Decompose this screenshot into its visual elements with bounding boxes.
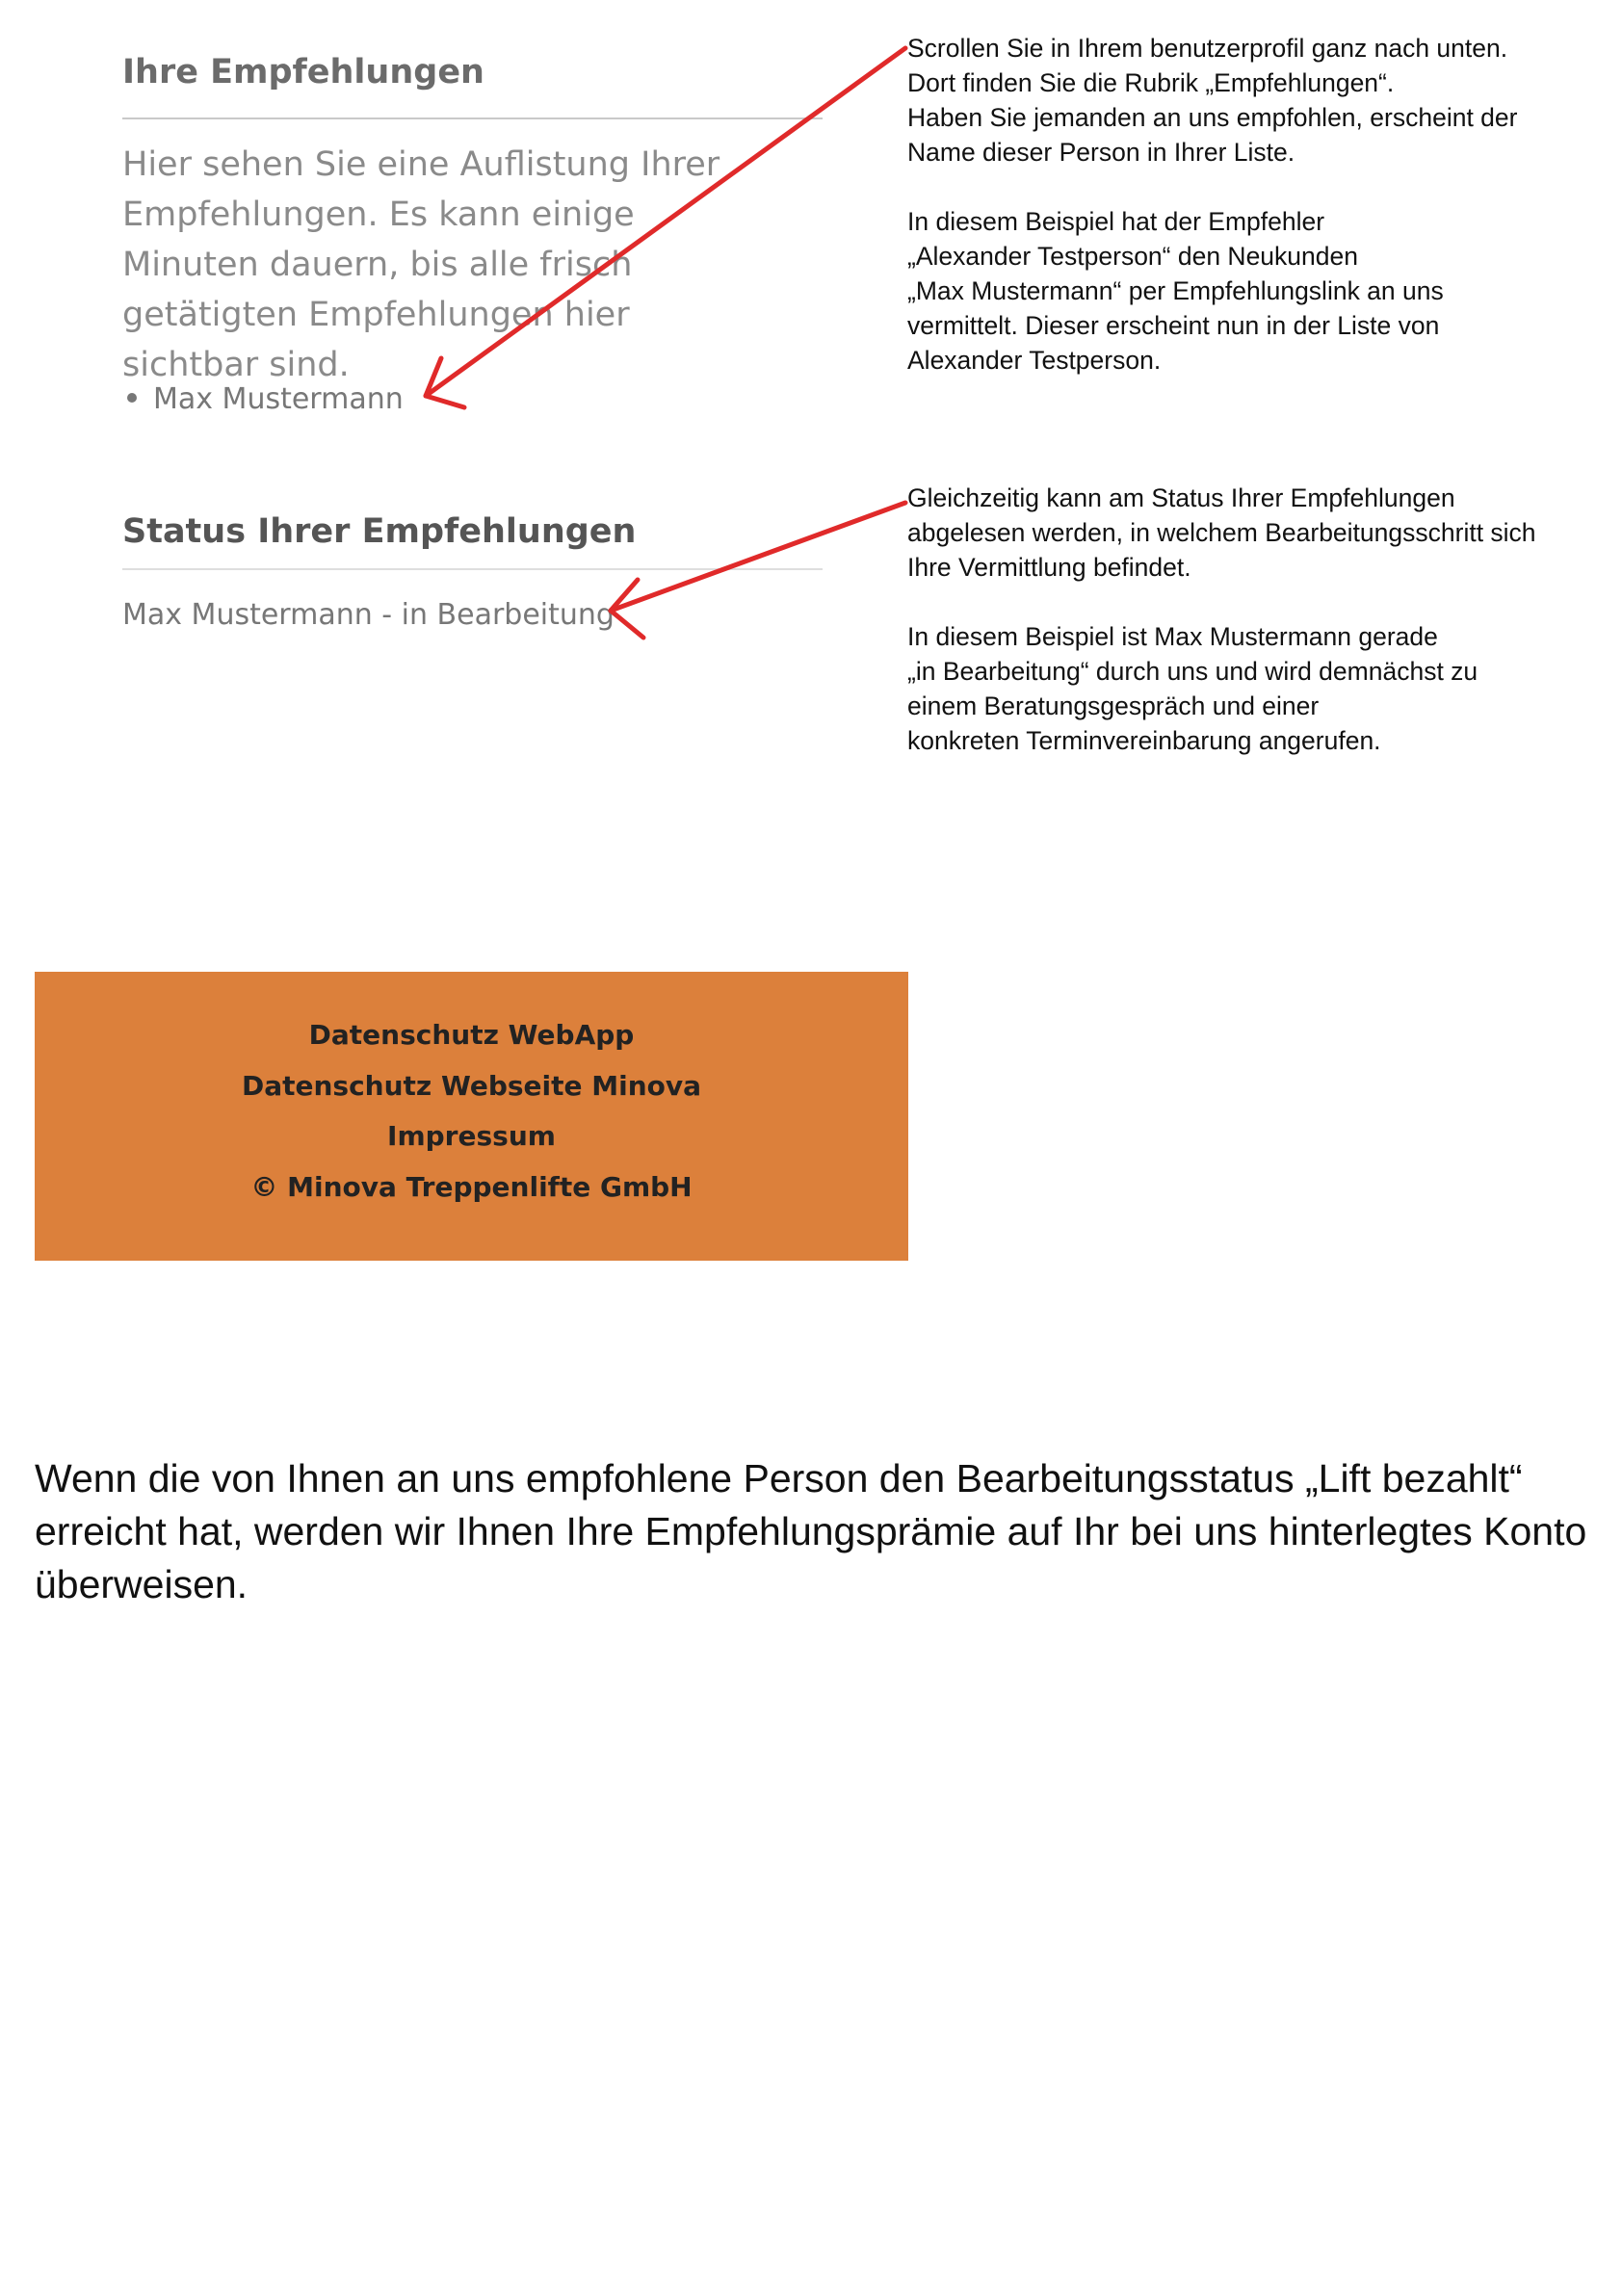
note-line: „Max Mustermann“ per Empfehlungslink an uns: [907, 276, 1444, 305]
referrals-title: Ihre Empfehlungen: [122, 53, 484, 91]
arrow-to-status-icon: [611, 503, 905, 611]
note-line: Ihre Vermittlung befindet.: [907, 553, 1191, 582]
referral-name: Max Mustermann: [153, 382, 404, 416]
note-line: vermittelt. Dieser erscheint nun in der Liste von: [907, 311, 1440, 340]
note-spacer: [907, 170, 1601, 204]
note-line: „Alexander Testperson“ den Neukunden: [907, 242, 1358, 271]
footer-copyright: © Minova Treppenlifte GmbH: [250, 1170, 693, 1203]
note-line: Gleichzeitig kann am Status Ihrer Empfehlungen: [907, 483, 1455, 512]
status-divider: [122, 568, 823, 570]
status-title: Status Ihrer Empfehlungen: [122, 512, 637, 551]
footer-link-imprint[interactable]: Impressum: [387, 1120, 556, 1152]
note-line: Haben Sie jemanden an uns empfohlen, erscheint der: [907, 103, 1518, 132]
note-line: In diesem Beispiel hat der Empfehler: [907, 207, 1325, 236]
arrow-head-icon: [611, 580, 643, 638]
footer: [35, 972, 908, 1261]
list-item: [122, 378, 404, 421]
referrals-list: [122, 378, 404, 421]
referrals-intro: Hier sehen Sie eine Auflistung Ihrer Empfehlungen. Es kann einige Minuten dauern, bis alle frisch getätigten Empfehlungen hier sichtbar sind.: [122, 145, 720, 384]
note-line: abgelesen werden, in welchem Bearbeitungsschritt sich: [907, 518, 1536, 547]
closing-paragraph: Wenn die von Ihnen an uns empfohlene Person den Bearbeitungsstatus „Lift bezahlt“ erreicht hat, werden wir Ihnen Ihre Empfehlungsprämie auf Ihr bei uns hinterlegtes Konto überweisen.: [35, 1456, 1587, 1606]
status-entry: Max Mustermann - in Bearbeitung: [122, 598, 615, 632]
note-line: konkreten Terminvereinbarung angerufen.: [907, 726, 1381, 755]
note-line: einem Beratungsgespräch und einer: [907, 691, 1320, 720]
referrals-divider: [122, 117, 823, 119]
bullet-icon: [127, 393, 137, 403]
footer-link-privacy-webapp[interactable]: Datenschutz WebApp: [308, 1019, 635, 1051]
annotation-note-status: [907, 481, 1601, 758]
note-line: Dort finden Sie die Rubrik „Empfehlungen“.: [907, 68, 1395, 97]
note-line: Scrollen Sie in Ihrem benutzerprofil ganz nach unten.: [907, 34, 1508, 63]
note-line: „in Bearbeitung“ durch uns und wird demnächst zu: [907, 657, 1478, 686]
footer-link-privacy-website[interactable]: Datenschutz Webseite Minova: [241, 1069, 702, 1102]
note-line: Alexander Testperson.: [907, 346, 1162, 375]
note-line: In diesem Beispiel ist Max Mustermann gerade: [907, 622, 1438, 651]
footer-links: [35, 1010, 908, 1213]
note-line: Name dieser Person in Ihrer Liste.: [907, 138, 1295, 167]
note-spacer: [907, 585, 1601, 619]
annotation-note-referrals: [907, 31, 1601, 378]
